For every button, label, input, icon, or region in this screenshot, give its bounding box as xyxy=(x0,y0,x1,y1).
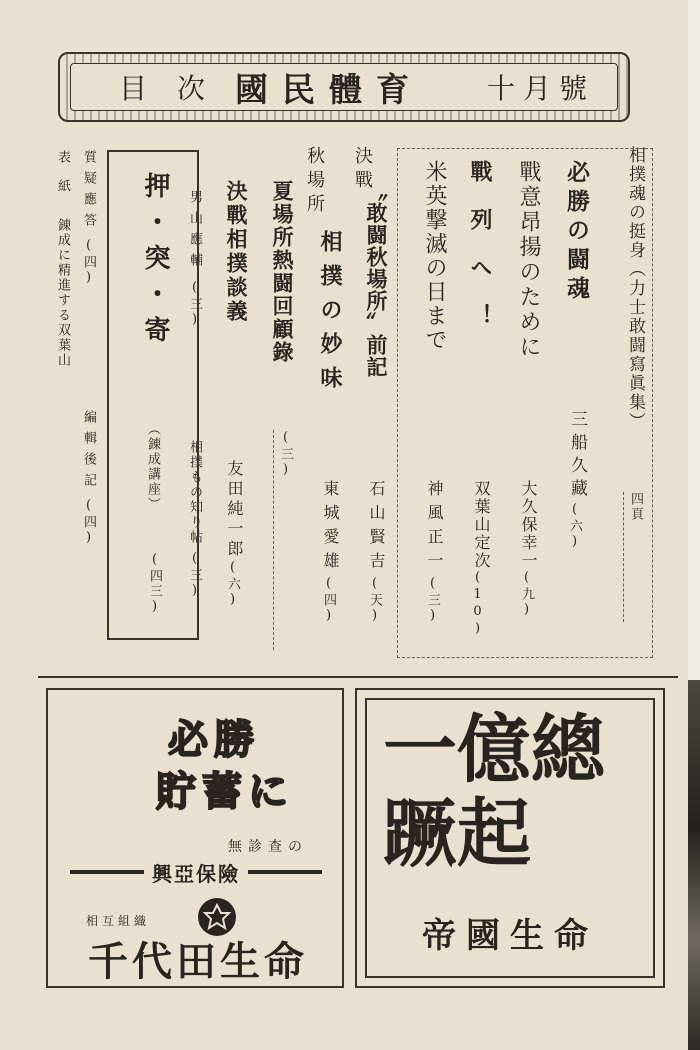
mid-article-2-author: 東城愛雄 xyxy=(321,480,340,576)
header-banner-inner xyxy=(70,63,618,111)
article-3-author: 双葉山定次 xyxy=(472,480,491,570)
mid-article-1 xyxy=(361,180,391,378)
small-item-2-title: 相撲もの知り帖 xyxy=(187,440,202,545)
article-3-page: (10) xyxy=(470,570,485,638)
article-4-title: 米英撃滅の日まで xyxy=(422,160,447,352)
mid-article-1-author: 石山賢吉 xyxy=(367,480,386,576)
banner-row xyxy=(93,64,423,111)
article-3-title: 戰列へ！ xyxy=(467,160,493,352)
article-4 xyxy=(419,160,450,352)
article-1-title: 必勝の闘魂 xyxy=(563,160,590,305)
special-feature-page: 四頁 xyxy=(623,492,645,622)
mid-article-4-page: (六) xyxy=(225,560,240,609)
mid-article-2 xyxy=(315,230,346,400)
adjacent-page-edge xyxy=(688,0,700,1050)
lecture-title: 押・突・寄 xyxy=(140,172,170,352)
ad-right-slogan: 一億總蹶起 xyxy=(383,707,605,877)
table-of-contents xyxy=(45,140,670,660)
ad-teikoku xyxy=(355,688,665,988)
mid-article-1-meta xyxy=(365,480,388,625)
small-item-2-page: (三) xyxy=(187,551,202,600)
misc-item-3 xyxy=(53,150,72,368)
adjacent-photo xyxy=(688,680,700,1050)
article-2 xyxy=(513,160,544,360)
misc-item-1-title: 質疑應答 xyxy=(81,150,96,234)
article-2-author: 大久保幸一 xyxy=(519,480,538,570)
section-label-1 xyxy=(349,146,375,194)
article-2-page: (九) xyxy=(519,570,534,619)
misc-item-3-note: 錬成に精進する双葉山 xyxy=(55,218,70,368)
mid-article-4 xyxy=(221,180,251,324)
header-banner xyxy=(58,52,630,122)
mid-article-1-page: (天) xyxy=(367,576,382,625)
lecture-subtitle: （錬成講座） xyxy=(145,422,160,512)
magazine-title: 國民體育 xyxy=(235,69,424,109)
mid-article-1-title: 〝敢闘秋場所〟前記 xyxy=(364,180,389,378)
misc-item-1-page: (四) xyxy=(81,238,96,287)
small-item-1-title: 男山應輔 xyxy=(187,190,202,274)
special-feature-title: 相撲魂の挺身（力士敢闘寫眞集） xyxy=(625,146,645,431)
misc-item-1 xyxy=(79,150,98,287)
misc-item-3-title: 表紙 xyxy=(55,150,70,208)
section-label-akibasho: 秋場所 xyxy=(304,146,325,218)
ad-divider xyxy=(38,676,678,678)
mid-article-4-author: 友田純一郎 xyxy=(225,460,244,560)
misc-item-2-title: 編輯後記 xyxy=(81,410,96,494)
article-1-page: (六) xyxy=(567,502,582,551)
section-label-2 xyxy=(301,146,327,218)
ad-left-brand-small: 相互組織 xyxy=(86,914,151,928)
rule-left xyxy=(70,870,144,874)
issue-month: 十月號 xyxy=(486,72,595,105)
article-4-meta xyxy=(423,480,446,625)
mid-article-2-page: (四) xyxy=(321,576,336,625)
crest-icon-svg xyxy=(203,903,231,931)
mid-article-4-meta xyxy=(223,460,246,609)
ad-left-headline2: 貯蓄に xyxy=(156,768,294,815)
rule-right xyxy=(248,870,322,874)
misc-item-2 xyxy=(79,410,98,547)
mid-article-3-title: 夏場所熱闘回顧錄 xyxy=(270,180,295,364)
mid-article-4-title: 決戰相撲談義 xyxy=(224,180,249,324)
mid-article-3-meta xyxy=(273,430,295,650)
ad-chiyoda xyxy=(46,688,344,988)
article-1 xyxy=(560,160,593,305)
article-4-page: (三) xyxy=(425,576,440,625)
ad-left-headline: 必勝 xyxy=(168,716,260,763)
mid-article-2-title: 相撲の妙味 xyxy=(317,230,343,400)
ad-left-brand: 千代田生命 xyxy=(88,938,308,985)
article-3 xyxy=(465,160,496,352)
article-2-title: 戰意昂揚のために xyxy=(516,160,541,360)
mid-article-3 xyxy=(267,180,297,364)
ad-left-company-row xyxy=(70,860,322,884)
ad-right-company: 帝國生命 xyxy=(422,916,598,956)
article-4-author: 神風正一 xyxy=(425,480,444,576)
ad-left-note: 無診查の xyxy=(228,839,308,855)
mid-article-3-page: (三) xyxy=(273,430,295,650)
article-1-author: 三船久藏 xyxy=(567,410,587,502)
lecture-page: (四三) xyxy=(147,552,162,616)
misc-item-2-page: (四) xyxy=(81,498,96,547)
contents-label: 目次 xyxy=(119,72,236,105)
mid-article-2-meta xyxy=(319,480,342,625)
ad-left-company: 興亞保險 xyxy=(152,861,240,886)
article-3-meta xyxy=(470,480,493,638)
section-label-kessen: 決戰 xyxy=(352,146,373,194)
article-2-meta xyxy=(517,480,540,619)
article-1-meta xyxy=(565,410,590,630)
small-item-1-page: (三) xyxy=(187,280,202,329)
lecture-box xyxy=(107,150,199,640)
ad-right-frame xyxy=(365,698,655,978)
